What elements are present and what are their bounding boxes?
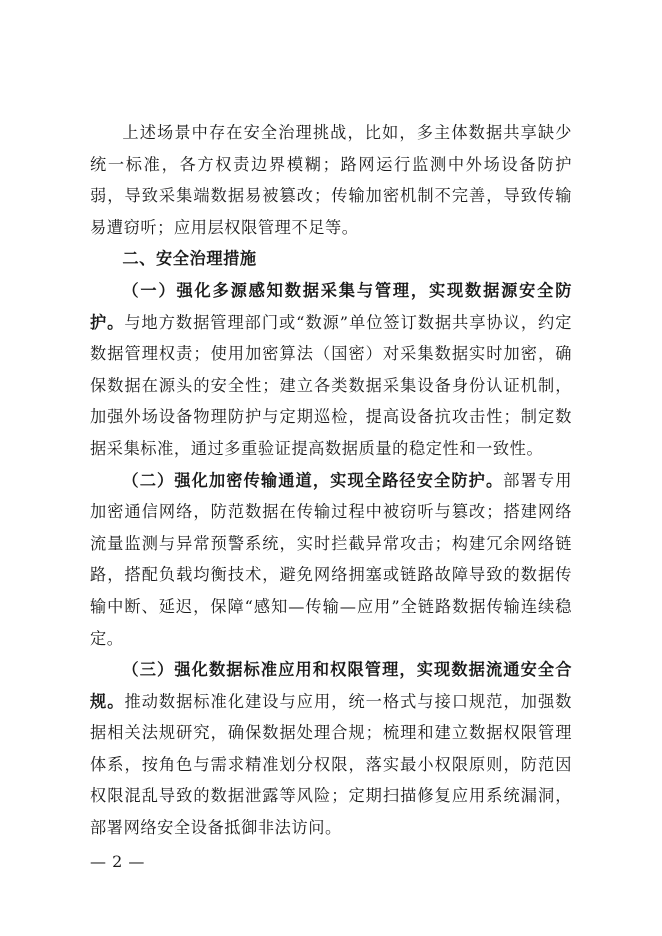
measure-2-lead: （二）强化加密传输通道，实现全路径安全防护。 [122,470,504,490]
measure-3-lead: （三）强化数据标准应用和权限管理，实现数据流通安全合规。 [90,660,572,711]
document-body [90,117,572,844]
intro-paragraph-text: 上述场景中存在安全治理挑战，比如，多主体数据共享缺少统一标准，各方权责边界模糊；路网运行监测中外场设备防护弱，导致采集端数据易被篡改；传输加密机制不完善，导致传输易遭窃听；应用层权限管理不足等。 [90,123,572,237]
measure-paragraph-3 [90,654,572,844]
measure-2-text: 部署专用加密通信网络，防范数据在传输过程中被窃听与篡改；搭建网络流量监测与异常预警系统，实时拦截异常攻击；构建冗余网络链路，搭配负载均衡技术，避免网络拥塞或链路故障导致的数据传输中断、延迟，保障“感知—传输—应用”全链路数据传输连续稳定。 [90,470,572,648]
section-heading: 二、安全治理措施 [122,249,257,269]
measure-paragraph-1 [90,275,572,465]
measure-paragraph-2 [90,465,572,655]
measure-1-text: 与地方数据管理部门或“数源”单位签订数据共享协议，约定数据管理权责；使用加密算法（国密）对采集数据实时加密，确保数据在源头的安全性；建立各类数据采集设备身份认证机制，加强外场设备物理防护与定期巡检，提高设备抗攻击性；制定数据采集标准，通过多重验证提高数据质量的稳定性和一致性。 [90,312,573,458]
page-number: — 2 — [90,852,145,871]
measure-3-text: 推动数据标准化建设与应用，统一格式与接口规范，加强数据相关法规研究，确保数据处理合规；梳理和建立数据权限管理体系，按角色与需求精准划分权限，落实最小权限原则，防范因权限混乱导致的数据泄露等风险；定期扫描修复应用系统漏洞，部署网络安全设备抵御非法访问。 [90,691,572,838]
measure-1-lead: （一）强化多源感知数据采集与管理，实现数据源安全防护。 [90,280,572,332]
intro-paragraph [90,117,572,243]
